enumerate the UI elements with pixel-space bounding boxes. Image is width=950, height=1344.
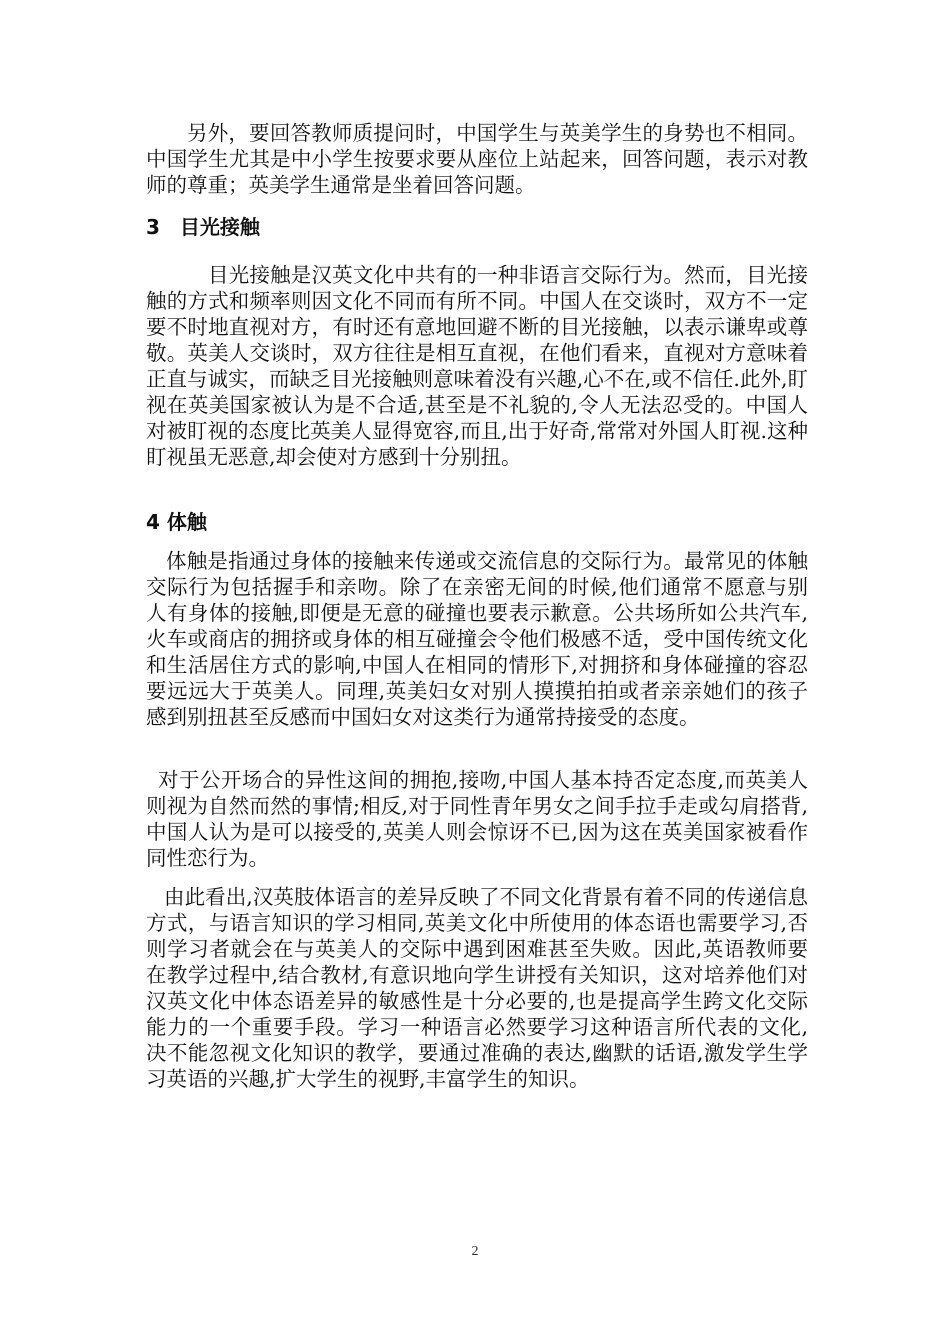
section-heading-body-touch: 4 体触 <box>146 510 207 534</box>
page-number: 2 <box>471 1244 479 1259</box>
paragraph-conclusion: 由此看出,汉英肢体语言的差异反映了不同文化背景有着不同的传递信息方式，与语言知识的学习相同,英美文化中所使用的体态语也需要学习,否则学习者就会在与英美人的交际中遇到困难甚至失败。因此,英语教师要在教学过程中,结合教材,有意识地向学生讲授有关知识，这对培养他们对汉英文化中体态语差异的敏感性是十分必要的,也是提高学生跨文化交际能力的一个重要手段。学习一种语言必然要学习这种语言所代表的文化,决不能忽视文化知识的教学，要通过准确的表达,幽默的话语,激发学生学习英语的兴趣,扩大学生的视野,丰富学生的知识。 <box>146 885 808 1091</box>
paragraph-student-posture: 另外，要回答教师质提问时，中国学生与英美学生的身势也不相同。中国学生尤其是中小学生按要求要从座位上站起来，回答问题，表示对教师的尊重；英美学生通常是坐着回答问题。 <box>146 121 808 197</box>
section-heading-eye-contact: 3 目光接触 <box>146 215 260 239</box>
paragraph-body-touch: 体触是指通过身体的接触来传递或交流信息的交际行为。最常见的体触交际行为包括握手和亲吻。除了在亲密无间的时候,他们通常不愿意与别人有身体的接触,即便是无意的碰撞也要表示歉意。公共场所如公共汽车,火车或商店的拥挤或身体的相互碰撞会令他们极感不适，受中国传统文化和生活居住方式的影响,中国人在相同的情形下,对拥挤和身体碰撞的容忍要远远大于英美人。同理,英美妇女对别人摸摸拍拍或者亲亲她们的孩子感到别扭甚至反感而中国妇女对这类行为通常持接受的态度。 <box>146 549 808 729</box>
paragraph-eye-contact: 目光接触是汉英文化中共有的一种非语言交际行为。然而，目光接触的方式和频率则因文化不同而有所不同。中国人在交谈时，双方不一定要不时地直视对方，有时还有意地回避不断的目光接触，以表示谦卑或尊敬。英美人交谈时，双方往往是相互直视，在他们看来，直视对方意味着正直与诚实，而缺乏目光接触则意味着没有兴趣,心不在,或不信任.此外,盯视在英美国家被认为是不合适,甚至是不礼貌的,令人无法忍受的。中国人对被盯视的态度比英美人显得宽容,而且,出于好奇,常常对外国人盯视.这种盯视虽无恶意,却会使对方感到十分别扭。 <box>146 263 808 469</box>
paragraph-public-affection: 对于公开场合的异性这间的拥抱,接吻,中国人基本持否定态度,而英美人则视为自然而然的事情;相反,对于同性青年男女之间手拉手走或勾肩搭背,中国人认为是可以接受的,英美人则会惊讶不已,因为这在英美国家被看作同性恋行为。 <box>146 768 808 870</box>
